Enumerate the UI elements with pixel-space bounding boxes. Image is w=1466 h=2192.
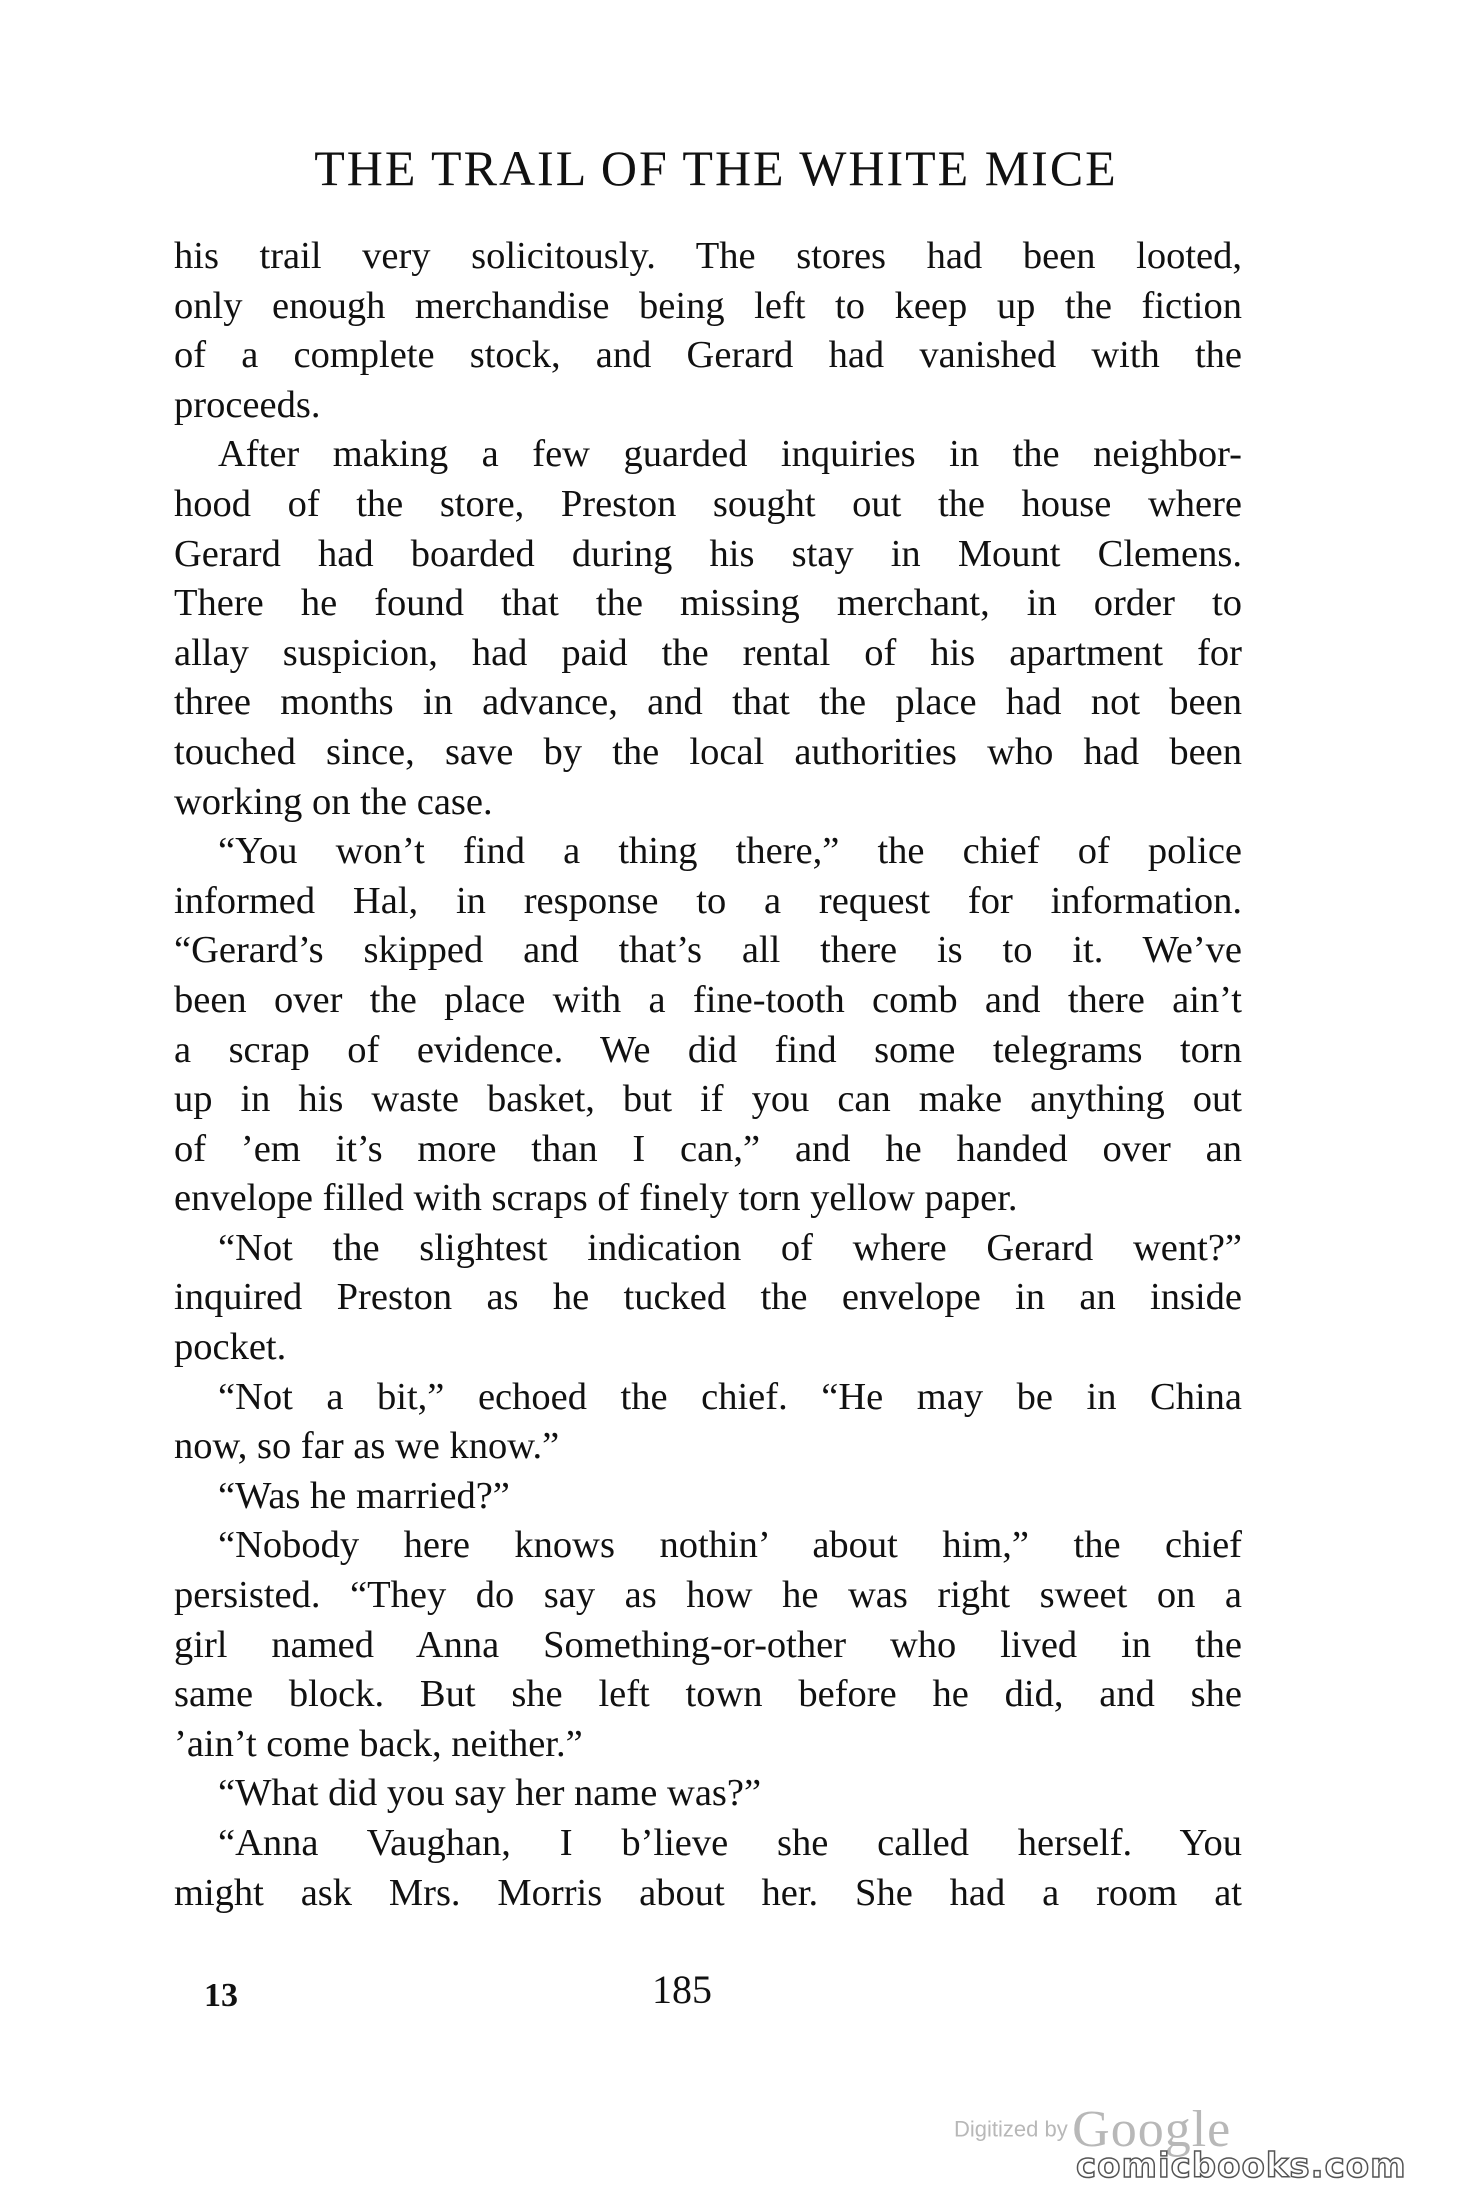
- text-line: hood of the store, Preston sought out the house where: [174, 482, 1242, 525]
- text-line: might ask Mrs. Morris about her. She had a room at: [174, 1871, 1242, 1914]
- text-line: of a complete stock, and Gerard had vanished with the: [174, 334, 1242, 377]
- text-line: There he found that the missing merchant, in order to: [174, 582, 1242, 625]
- text-line: “Anna Vaughan, I b’lieve she called herself. You: [218, 1822, 1242, 1864]
- text-line: persisted. “They do say as how he was right sweet on a: [174, 1574, 1242, 1617]
- text-line: proceeds.: [174, 383, 321, 426]
- text-line: “Not a bit,” echoed the chief. “He may be in China: [218, 1375, 1242, 1418]
- text-line: touched since, save by the local authorities who had been: [174, 730, 1242, 773]
- digitized-prefix: Digitized by: [954, 2116, 1068, 2142]
- text-line: envelope filled with scraps of finely torn yellow paper.: [174, 1177, 1018, 1220]
- text-line: now, so far as we know.”: [174, 1425, 560, 1468]
- text-line: three months in advance, and that the place had not been: [174, 681, 1242, 724]
- text-line: working on the case.: [174, 780, 493, 823]
- text-line: only enough merchandise being left to keep up the fiction: [174, 284, 1242, 327]
- text-line: “You won’t find a thing there,” the chief of police: [218, 830, 1242, 873]
- text-line: been over the place with a fine-tooth comb and there ain’t: [174, 978, 1242, 1021]
- running-head: THE TRAIL OF THE WHITE MICE: [314, 140, 1118, 196]
- text-line: of ’em it’s more than I can,” and he handed over an: [174, 1127, 1242, 1170]
- page-number: 185: [652, 1967, 712, 2012]
- text-line: a scrap of evidence. We did find some telegrams torn: [174, 1028, 1242, 1071]
- text-line: up in his waste basket, but if you can make anything out: [174, 1078, 1242, 1121]
- text-line: “Nobody here knows nothin’ about him,” the chief: [218, 1524, 1242, 1567]
- text-line: girl named Anna Something-or-other who lived in the: [174, 1623, 1242, 1666]
- site-watermark: comicbooks.com: [1076, 2146, 1407, 2186]
- text-line: Gerard had boarded during his stay in Mount Clemens.: [174, 532, 1242, 575]
- text-line: pocket.: [174, 1326, 287, 1369]
- google-logo-text: Google: [1072, 2101, 1232, 2158]
- text-line: allay suspicion, had paid the rental of his apartment for: [174, 631, 1242, 674]
- text-line: inquired Preston as he tucked the envelope in an inside: [174, 1276, 1242, 1319]
- text-line: ’ain’t come back, neither.”: [174, 1722, 583, 1765]
- text-line: “Not the slightest indication of where Gerard went?”: [218, 1226, 1242, 1269]
- body-text: [174, 232, 1242, 1918]
- text-line: “Gerard’s skipped and that’s all there is to it. We’ve: [174, 929, 1242, 972]
- text-line: “Was he married?”: [218, 1474, 510, 1517]
- text-line: “What did you say her name was?”: [218, 1772, 762, 1815]
- text-line: his trail very solicitously. The stores had been looted,: [174, 235, 1242, 277]
- text-line: informed Hal, in response to a request for information.: [174, 879, 1242, 922]
- signature-mark: 13: [204, 1977, 238, 2014]
- text-line: same block. But she left town before he did, and she: [174, 1673, 1242, 1716]
- text-line: After making a few guarded inquiries in the neighbor-: [218, 433, 1242, 476]
